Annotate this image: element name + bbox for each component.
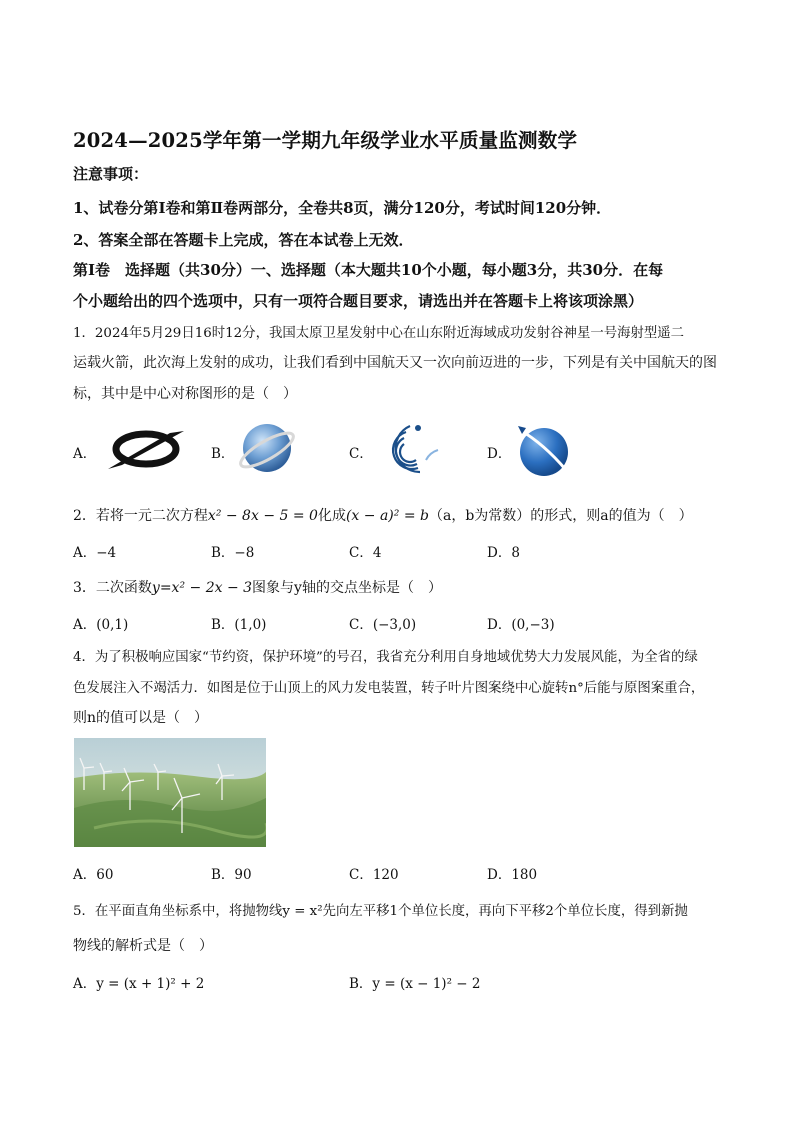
page-title: 2024—2025学年第一学期九年级学业水平质量监测数学	[73, 129, 578, 152]
arcs-logo-icon	[380, 420, 442, 478]
q2-option-c[interactable]: C．4	[349, 545, 382, 561]
q1-line2: 运载火箭，此次海上发射的成功，让我们看到中国航天又一次向前迈进的一步，下列是有关中国航天的图	[73, 355, 717, 371]
q4-line2: 色发展注入不竭活力．如图是位于山顶上的风力发电装置，转子叶片图案绕中心旋转n°后能与原图案重合，	[73, 681, 705, 696]
q1-line3: 标，其中是中心对称图形的是（ ）	[73, 386, 297, 402]
q1-line1: 1．2024年5月29日16时12分，我国太原卫星发射中心在山东附近海域成功发射谷神星一号海射型遥二	[73, 326, 685, 341]
q2-form: (x − a)² = b	[345, 508, 429, 524]
q4-line1: 4．为了积极响应国家“节约资，保护环境”的号召，我省充分利用自身地域优势大力发展风能，为全省的绿	[73, 650, 698, 665]
q2-stem	[73, 505, 693, 525]
q3-function: y=x² − 2x − 3	[151, 580, 253, 596]
q5-option-a[interactable]: A．y = (x + 1)² + 2	[73, 976, 205, 992]
planet-logo-icon	[236, 420, 298, 478]
section-heading-line1: 第Ⅰ卷 选择题（共30分）一、选择题（本大题共10个小题，每小题3分，共30分．在每	[73, 261, 664, 279]
q3-option-a[interactable]: A．(0,1)	[73, 617, 129, 633]
q5-line1: 5．在平面直角坐标系中，将抛物线y = x²先向左平移1个单位长度，再向下平移2个单位长度，得到新抛	[73, 904, 688, 919]
q2-paren: （a，b为常数）的形式，则a的值为（ ）	[428, 508, 693, 524]
q3-stem	[73, 577, 442, 597]
wind-turbine-photo	[74, 738, 266, 847]
q5-line2: 物线的解析式是（ ）	[73, 938, 213, 954]
q3-option-d[interactable]: D．(0,−3)	[487, 617, 555, 633]
q4-option-c[interactable]: C．120	[349, 867, 399, 883]
q4-option-d[interactable]: D．180	[487, 867, 538, 883]
q4-option-a[interactable]: A．60	[73, 867, 114, 883]
notice-item-2: 2、答案全部在答题卡上完成，答在本试卷上无效．	[73, 231, 414, 249]
q3-option-b[interactable]: B．(1,0)	[211, 617, 267, 633]
q4-option-b[interactable]: B．90	[211, 867, 252, 883]
q1-option-d[interactable]: D．	[487, 446, 512, 462]
q1-option-c[interactable]: C．	[349, 446, 373, 462]
notice-heading: 注意事项：	[73, 165, 149, 183]
q2-equation: x² − 8x − 5 = 0	[207, 508, 318, 524]
q3-prefix: 3．二次函数	[73, 580, 152, 596]
q1-option-a[interactable]: A．	[73, 446, 97, 462]
q3-option-c[interactable]: C．(−3,0)	[349, 617, 417, 633]
sphere-logo-icon	[514, 422, 572, 478]
q2-option-a[interactable]: A．−4	[73, 545, 117, 561]
section-heading-line2: 个小题给出的四个选项中，只有一项符合题目要求，请选出并在答题卡上将该项涂黑）	[73, 292, 644, 310]
q1-option-b[interactable]: B．	[211, 446, 235, 462]
q3-suffix: 图象与y轴的交点坐标是（ ）	[252, 580, 442, 596]
q2-mid: 化成	[317, 508, 346, 524]
logo-a-icon	[104, 425, 188, 473]
q2-option-d[interactable]: D．8	[487, 545, 520, 561]
q5-option-b[interactable]: B．y = (x − 1)² − 2	[349, 976, 481, 992]
q2-option-b[interactable]: B．−8	[211, 545, 255, 561]
q2-prefix: 2．若将一元二次方程	[73, 508, 208, 524]
notice-item-1: 1、试卷分第Ⅰ卷和第Ⅱ卷两部分，全卷共8页，满分120分，考试时间120分钟．	[73, 199, 612, 217]
q4-line3: 则n的值可以是（ ）	[73, 710, 209, 726]
